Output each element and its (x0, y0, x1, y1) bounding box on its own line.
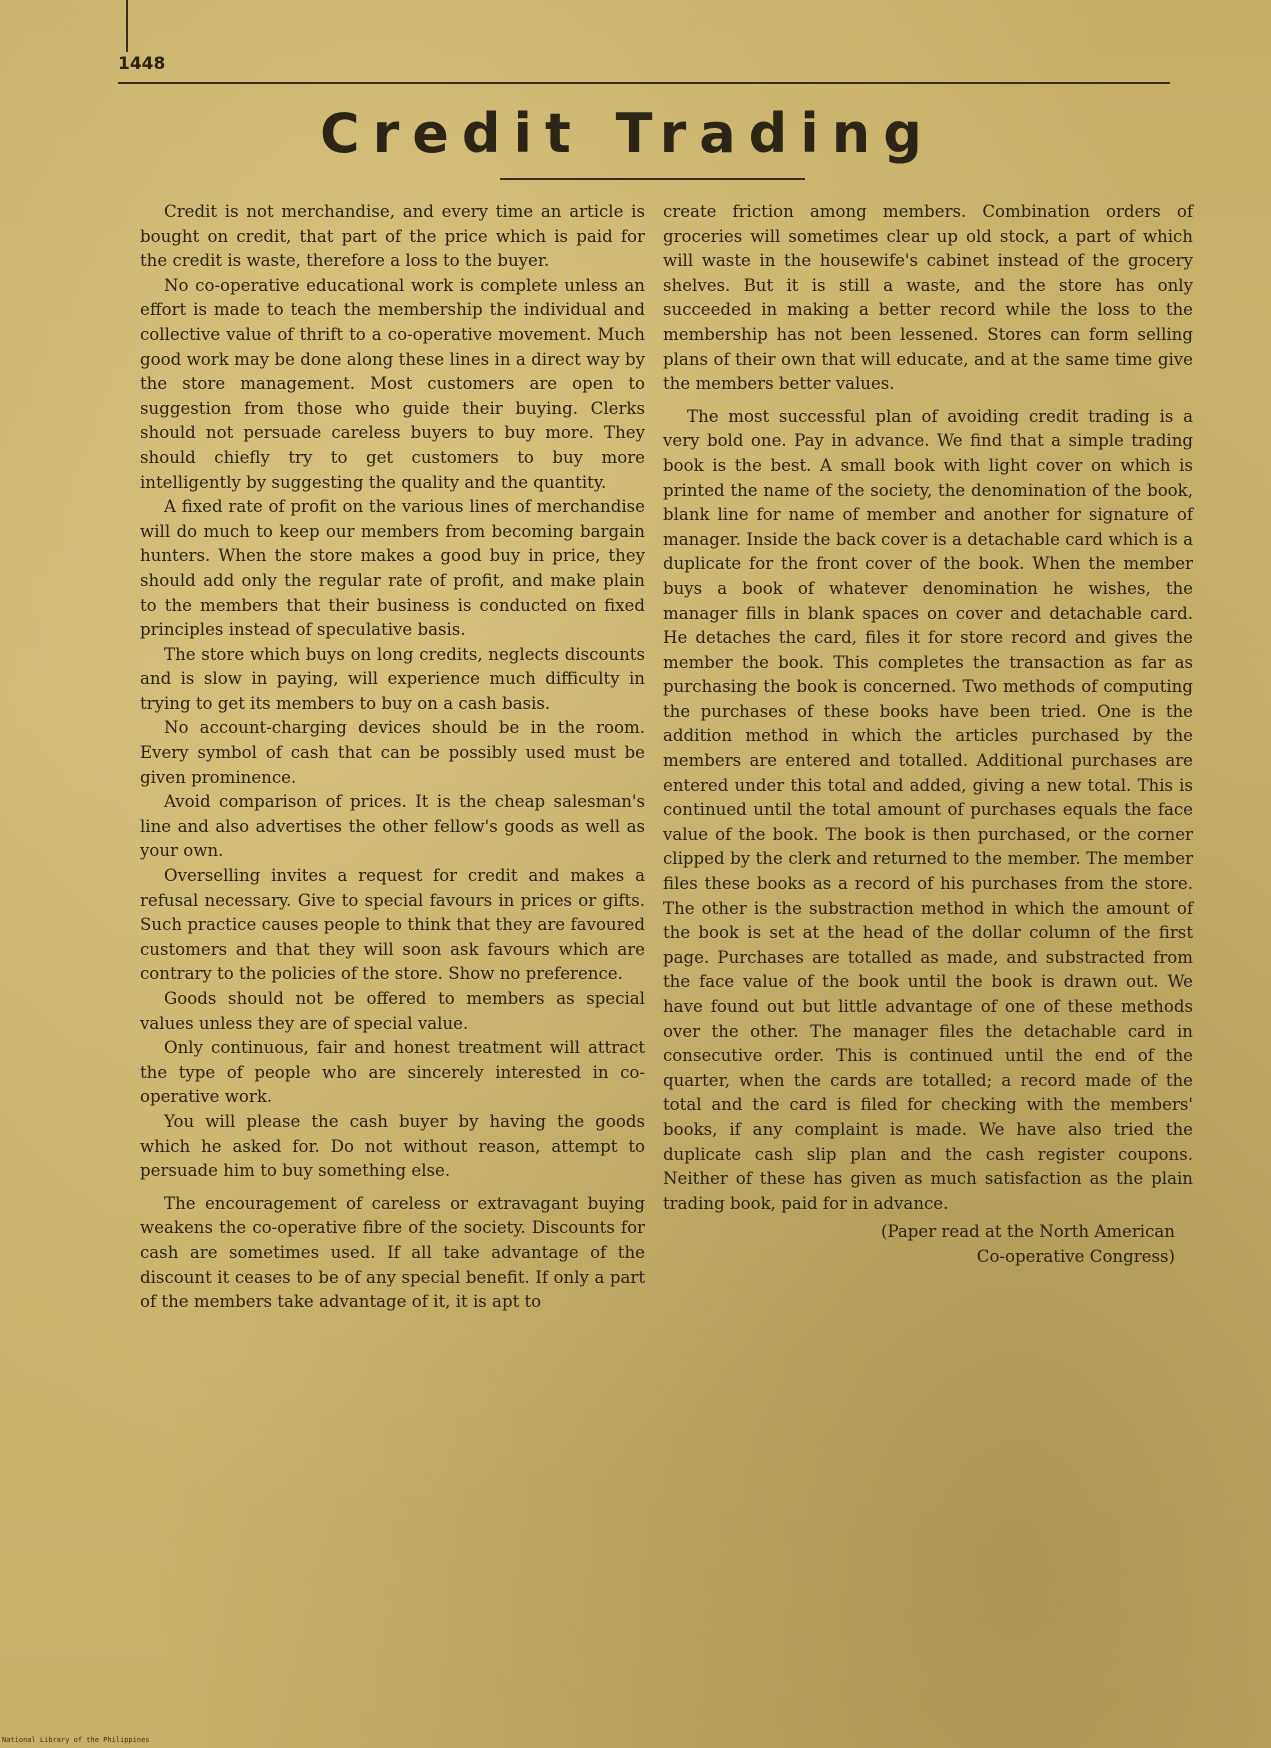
paragraph: Only continuous, fair and honest treatment will attract the type of people who are sincerely interested in co-operative work. (140, 1038, 645, 1107)
margin-line (126, 0, 128, 52)
left-column (140, 200, 645, 1315)
paragraph: The most successful plan of avoiding credit trading is a very bold one. Pay in advance. We find that a simple trading book is the best. A small book with light cover on which is printed the name of the society, the denomination of the book, blank line for name of member and another for signature of manager. Inside the back cover is a detachable card which is a duplicate for the front cover of the book. When the member buys a book of whatever denomination he wishes, the manager fills in blank spaces on cover and detachable card. He detaches the card, files it for store record and gives the member the book. This completes the transaction as far as purchasing the book is concerned. Two methods of computing the purchases of these books have been tried. One is the addition method in which the articles purchased by the members are entered and totalled. Additional purchases are entered under this total and added, giving a new total. This is continued until the total amount of purchases equals the face value of the book. The book is then purchased, or the corner clipped by the clerk and returned to the member. The member files these books as a record of his purchases from the store. The other is the substraction method in which the amount of the book is set at the head of the dollar column of the first page. Purchases are totalled as made, and substracted from the face value of the book until the book is drawn out. We have found out but little advantage of one of these methods over the other. The manager files the detachable card in consecutive order. This is continued until the end of the quarter, when the cards are totalled; a record made of the total and the card is filed for checking with the members' books, if any complaint is made. We have also tried the duplicate cash slip plan and the cash register coupons. Neither of these has given as much satisfaction as the plain trading book, paid for in advance. (663, 406, 1193, 1213)
library-footer: National Library of the Philippines (2, 1736, 150, 1744)
header-rule (118, 82, 1170, 84)
paragraph: Credit is not merchandise, and every time an article is bought on credit, that part of the price which is paid for the credit is waste, therefore a loss to the buyer. (140, 202, 645, 271)
page-number: 1448 (118, 54, 166, 74)
paragraph: Overselling invites a request for credit and makes a refusal necessary. Give to special favours in prices or gifts. Such practice causes people to think that they are favoured customers and that they will soon ask favours which are contrary to the policies of the store. Show no preference. (140, 866, 645, 984)
attribution-line: Co-operative Congress) (976, 1246, 1175, 1266)
paragraph: The store which buys on long credits, neglects discounts and is slow in paying, will experience much difficulty in trying to get its members to buy on a cash basis. (140, 644, 645, 713)
paragraph: No co-operative educational work is complete unless an effort is made to teach the membership the individual and collective value of thrift to a co-operative movement. Much good work may be done along these lines in a direct way by the store management. Most customers are open to suggestion from those who guide their buying. Clerks should not persuade careless buyers to buy more. They should chiefly try to get customers to buy more intelligently by suggesting the quality and the quantity. (140, 275, 645, 492)
paragraph: A fixed rate of profit on the various lines of merchandise will do much to keep our members from becoming bargain hunters. When the store makes a good buy in price, they should add only the regular rate of profit, and make plain to the members that their business is conducted on fixed principles instead of speculative basis. (140, 497, 645, 640)
article-body (140, 200, 1205, 1670)
title-rule (500, 178, 805, 180)
paragraph: Goods should not be offered to members as special values unless they are of special value. (140, 989, 645, 1033)
paragraph: The encouragement of careless or extravagant buying weakens the co-operative fibre of the society. Discounts for cash are sometimes used. If all take advantage of the discount it ceases to be of any special benefit. If only a part of the members take advantage of it, it is apt to (140, 1193, 645, 1312)
attribution (663, 1220, 1193, 1269)
paragraph: create friction among members. Combination orders of groceries will sometimes clear up old stock, a part of which will waste in the housewife's cabinet instead of the grocery shelves. But it is still a waste, and the store has only succeeded in making a better record while the loss to the membership has not been lessened. Stores can form selling plans of their own that will educate, and at the same time give the members better values. (663, 202, 1193, 394)
right-column (663, 200, 1193, 1270)
paragraph: You will please the cash buyer by having the goods which he asked for. Do not without reason, attempt to persuade him to buy something else. (140, 1111, 645, 1181)
paragraph: No account-charging devices should be in the room. Every symbol of cash that can be possibly used must be given prominence. (140, 718, 645, 787)
paragraph: Avoid comparison of prices. It is the cheap salesman's line and also advertises the other fellow's goods as well as your own. (140, 792, 645, 861)
article-title: Credit Trading (320, 102, 935, 165)
attribution-line: (Paper read at the North American (881, 1222, 1175, 1242)
